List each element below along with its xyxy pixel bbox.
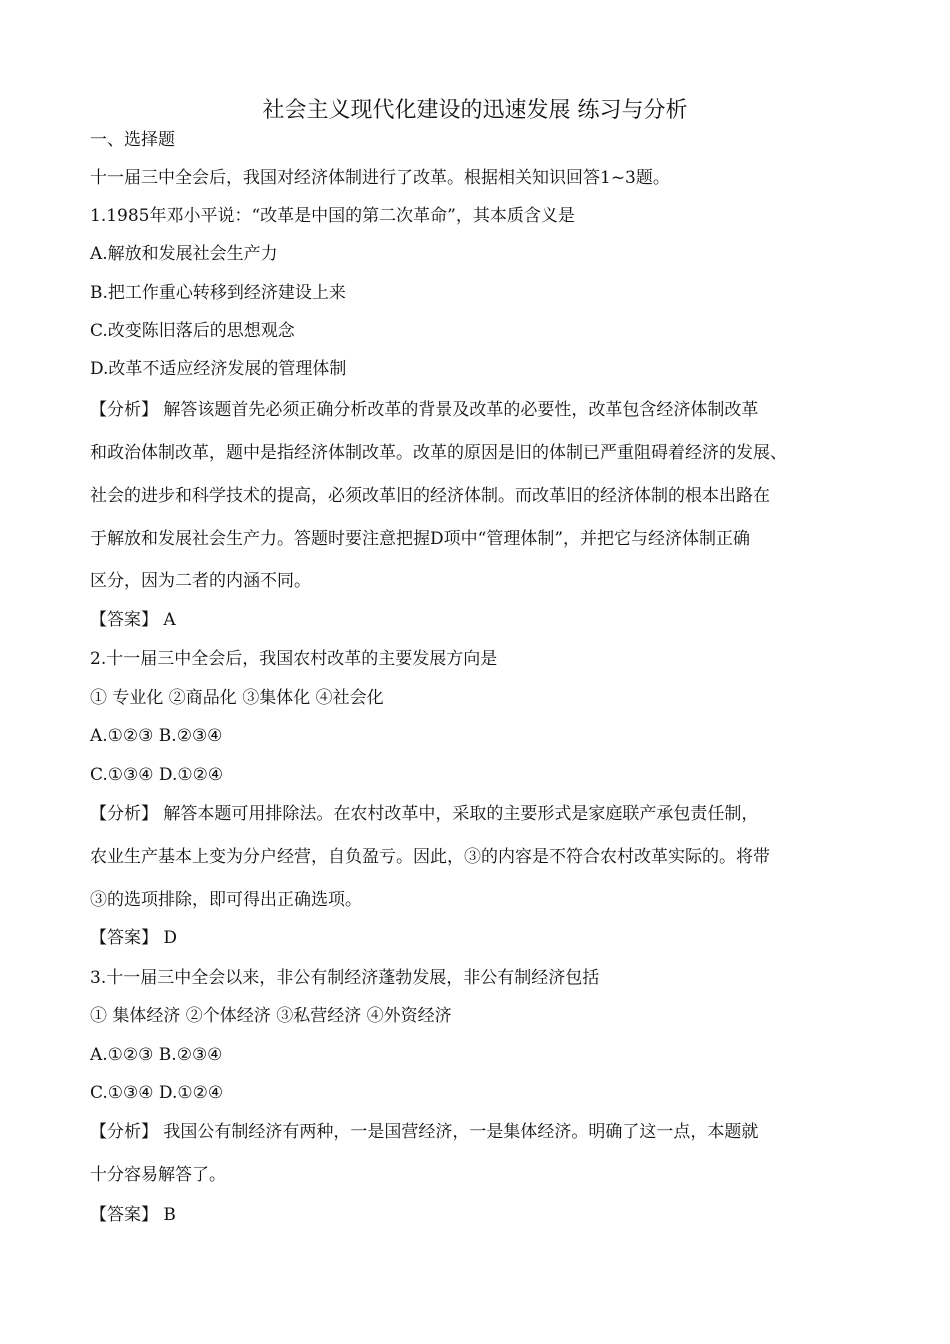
section-heading: 一、选择题 bbox=[90, 130, 175, 150]
q1-analysis-line: 【分析】 解答该题首先必须正确分析改革的背景及改革的必要性，改革包含经济体制改革 bbox=[90, 400, 759, 420]
q2-stem: 2.十一届三中全会后，我国农村改革的主要发展方向是 bbox=[90, 649, 498, 669]
q1-analysis-line: 和政治体制改革，题中是指经济体制改革。改革的原因是旧的体制已严重阻碍着经济的发展、 bbox=[90, 443, 787, 463]
q1-stem: 1.1985年邓小平说：“改革是中国的第二次革命”，其本质含义是 bbox=[90, 206, 575, 226]
q1-option-d: D.改革不适应经济发展的管理体制 bbox=[90, 359, 347, 379]
q2-analysis-line: 农业生产基本上变为分户经营，自负盈亏。因此，③的内容是不符合农村改革实际的。将带 bbox=[90, 847, 770, 867]
q3-stem: 3.十一届三中全会以来，非公有制经济蓬勃发展，非公有制经济包括 bbox=[90, 968, 600, 988]
q2-items: ① 专业化 ②商品化 ③集体化 ④社会化 bbox=[90, 688, 384, 708]
q3-analysis-line: 十分容易解答了。 bbox=[90, 1165, 226, 1185]
q3-answer: 【答案】 B bbox=[90, 1205, 176, 1225]
page-title: 社会主义现代化建设的迅速发展 练习与分析 bbox=[262, 98, 688, 123]
q1-option-b: B.把工作重心转移到经济建设上来 bbox=[90, 283, 346, 303]
q3-items: ① 集体经济 ②个体经济 ③私营经济 ④外资经济 bbox=[90, 1006, 452, 1026]
q2-options-ab: A.①②③ B.②③④ bbox=[90, 726, 223, 746]
q2-analysis-line: ③的选项排除，即可得出正确选项。 bbox=[90, 890, 362, 910]
q1-option-a: A.解放和发展社会生产力 bbox=[90, 244, 278, 264]
q3-options-ab: A.①②③ B.②③④ bbox=[90, 1045, 223, 1065]
intro-text: 十一届三中全会后，我国对经济体制进行了改革。根据相关知识回答1~3题。 bbox=[90, 168, 670, 188]
q2-answer: 【答案】 D bbox=[90, 928, 178, 948]
q2-analysis-line: 【分析】 解答本题可用排除法。在农村改革中，采取的主要形式是家庭联产承包责任制， bbox=[90, 804, 759, 824]
q3-options-cd: C.①③④ D.①②④ bbox=[90, 1083, 224, 1103]
q2-options-cd: C.①③④ D.①②④ bbox=[90, 765, 224, 785]
q1-analysis-line: 社会的进步和科学技术的提高，必须改革旧的经济体制。而改革旧的经济体制的根本出路在 bbox=[90, 486, 770, 506]
q1-analysis-line: 于解放和发展社会生产力。答题时要注意把握D项中“管理体制”，并把它与经济体制正确 bbox=[90, 529, 751, 549]
q1-option-c: C.改变陈旧落后的思想观念 bbox=[90, 321, 295, 341]
q1-analysis-line: 区分，因为二者的内涵不同。 bbox=[90, 571, 311, 591]
q3-analysis-line: 【分析】 我国公有制经济有两种，一是国营经济，一是集体经济。明确了这一点，本题就 bbox=[90, 1122, 759, 1142]
q1-answer: 【答案】 A bbox=[90, 610, 176, 630]
